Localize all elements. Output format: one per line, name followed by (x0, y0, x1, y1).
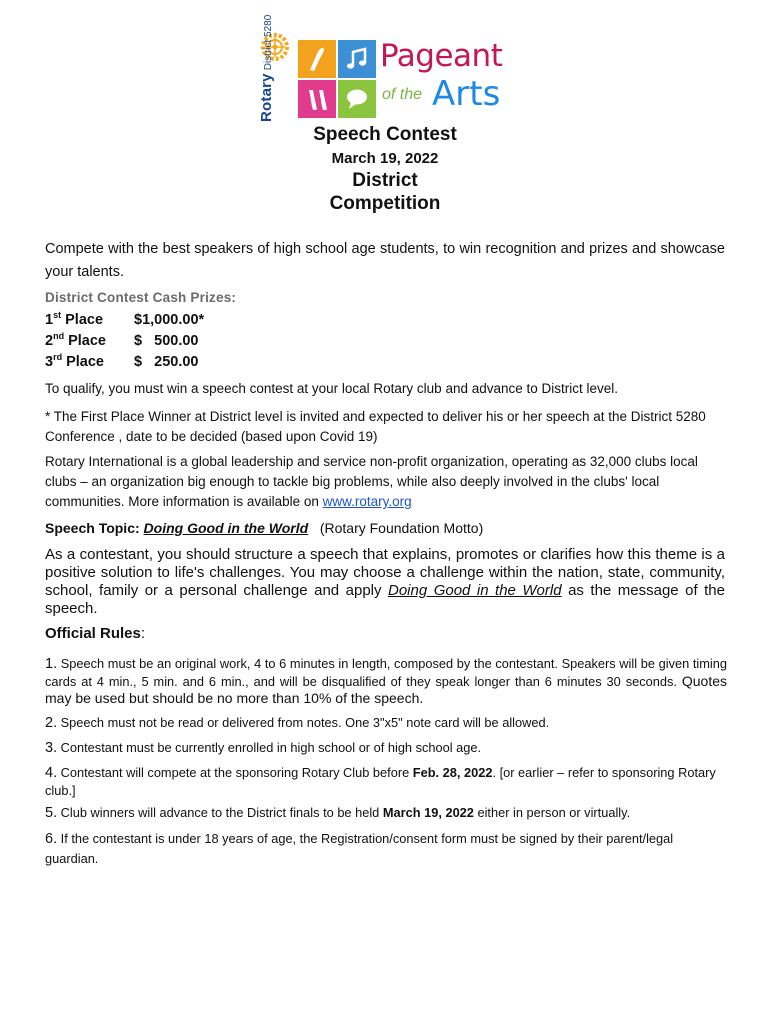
qualify-paragraph: To qualify, you must win a speech contest at your local Rotary club and advance to District level. (45, 381, 619, 396)
prize-amount: $1,000.00* (134, 312, 205, 328)
paintbrush-icon (298, 40, 336, 78)
arts-wordmark: Arts (432, 74, 501, 114)
rotary-intl-paragraph (45, 452, 725, 512)
competition-heading: Competition (329, 193, 441, 214)
rule-number: 5. (45, 805, 58, 821)
rule-text-tail: Quotes may be used but should be no more than 10% of the speech. (45, 673, 727, 706)
rule-item (45, 829, 727, 869)
pageant-wordmark: Pageant (380, 38, 503, 74)
rotary-intl-text: Rotary International is a global leadership and service non-profit organization, operating as 32,000 clubs local clubs – an organization big enough to tackle big problems, while also deeply involved in the clubs' local communities. More information is available on (45, 454, 698, 509)
contestant-text: As a contestant, you should structure a speech that explains, promotes or clarifies how this theme is a positive solution to life's challenges. You may choose a challenge within the nation, state, community, school, family or a personal challenge and apply (45, 546, 725, 599)
rule-item (45, 804, 727, 822)
rule-number: 1. (45, 656, 58, 672)
page-title: Speech Contest (313, 124, 457, 145)
place-suffix: st (53, 310, 62, 320)
rule-item (45, 764, 727, 799)
rule-text: Club winners will advance to the District finals to be held (57, 805, 383, 820)
rule-text-end: . [or earlier – refer to sponsoring Rotary club.] (45, 765, 716, 798)
prize-row (45, 312, 204, 333)
prize-amount: $ 500.00 (134, 333, 199, 349)
rotary-website-link[interactable]: www.rotary.org (322, 494, 412, 509)
place-label: Place (61, 312, 104, 328)
rule-text: Contestant will compete at the sponsoring Rotary Club before (57, 765, 413, 780)
prize-list (45, 312, 204, 375)
rule-text: Contestant must be currently enrolled in high school or of high school age. (57, 740, 482, 755)
prize-row (45, 354, 204, 375)
rule-number: 6. (45, 831, 58, 847)
contestant-paragraph (45, 546, 725, 618)
district-number: District 5280 (263, 14, 274, 71)
contestant-text-end: as the message of the speech. (45, 582, 725, 617)
speech-topic (45, 520, 725, 536)
district-heading: District (352, 170, 418, 191)
place-number: 2 (45, 333, 54, 349)
rule-text-end: either in person or virtually. (473, 805, 631, 820)
place-number: 3 (45, 354, 54, 370)
speech-topic-title: Doing Good in the World (143, 520, 309, 536)
music-note-icon (338, 40, 376, 78)
prize-place (45, 333, 134, 354)
place-suffix: rd (53, 352, 63, 362)
rule-text: If the contestant is under 18 years of age, the Registration/consent form must be signed by their parent/legal guardian. (45, 831, 674, 866)
rule-number: 2. (45, 715, 58, 731)
first-place-note: * The First Place Winner at District level is invited and expected to deliver his or her speech at the District 5280 Conference , date to be decided (based upon Covid 19) (45, 409, 706, 444)
prize-place (45, 312, 134, 333)
rule-item (45, 714, 727, 732)
rotary-wordmark: Rotary (258, 73, 275, 122)
rule-number: 4. (45, 765, 58, 781)
rule-deadline: Feb. 28, 2022 (412, 765, 493, 780)
rule-final-date: March 19, 2022 (382, 805, 474, 820)
contestant-theme: Doing Good in the World (388, 582, 562, 599)
prize-row (45, 333, 204, 354)
rules-heading-text: Official Rules (45, 625, 141, 642)
rule-item (45, 739, 727, 757)
place-label: Place (62, 354, 104, 370)
rule-number: 3. (45, 740, 58, 756)
rule-text: Speech must be an original work, 4 to 6 minutes in length, composed by the contestant. Speakers will be given timing cards at 4 min., 5 min. and 6 min., and will be disqualified of they speak longer than 6 minutes 30 seconds. (45, 656, 727, 689)
place-suffix: nd (53, 331, 65, 341)
speech-topic-note: (Rotary Foundation Motto) (319, 520, 484, 536)
rules-heading (45, 625, 725, 642)
rules-heading-colon: : (140, 625, 146, 642)
prizes-heading: District Contest Cash Prizes: (45, 290, 237, 305)
of-the-wordmark: of the (382, 86, 423, 103)
contest-date: March 19, 2022 (331, 150, 439, 167)
place-number: 1 (45, 312, 54, 328)
intro-paragraph: Compete with the best speakers of high school age students, to win recognition and prizes and showcase your talents. (45, 241, 725, 280)
ballet-shoes-icon (298, 80, 336, 118)
place-label: Place (64, 333, 106, 349)
rule-item (45, 655, 727, 707)
rule-text: Speech must not be read or delivered from notes. One 3"x5" note card will be allowed. (57, 715, 550, 730)
pageant-logo (254, 14, 510, 122)
prize-amount: $ 250.00 (134, 354, 199, 370)
speech-bubble-icon (338, 80, 376, 118)
speech-topic-label: Speech Topic: (45, 520, 140, 536)
prize-place (45, 354, 134, 375)
rotary-district-label (258, 15, 276, 122)
